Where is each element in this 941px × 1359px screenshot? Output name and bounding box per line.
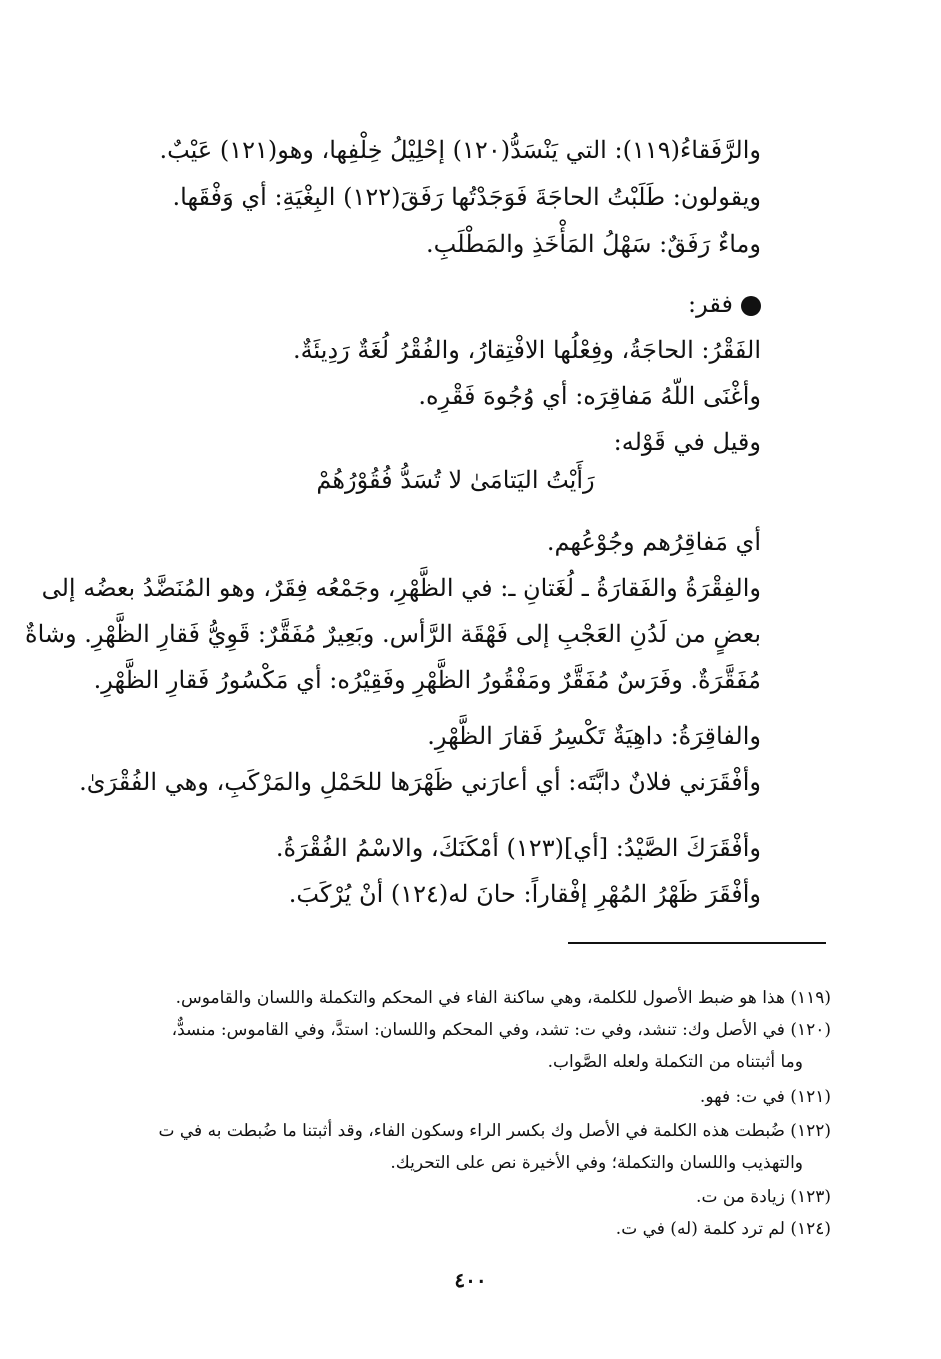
- footnote-123: (١٢٣) زيادة من ت.: [696, 1187, 831, 1207]
- footnote-124: (١٢٤) لم ترد كلمة (له) في ت.: [615, 1219, 831, 1239]
- footnote-separator: [568, 942, 826, 944]
- entry-line-yaqulun: ويقولون: طَلَبْتُ الحاجَةَ فَوَجَدْتُها رَفَقَ(١٢٢) البِغْيَةِ: أي وَفْقَها.: [172, 183, 761, 211]
- entry-line-faqr-def: الفَقْرُ: الحاجَةُ، وفِعْلُها الافْتِقارُ، والفُقْرُ لُغَةٌ رَدِيئَةٌ.: [293, 336, 761, 364]
- entry-line-mufaqqara: مُفَقَّرَةٌ. وفَرَسٌ مُفَقَّرٌ ومَفْقُورُ الظَّهْرِ وفَقِيْرُه: أي مَكْسُورُ فَقارِ الظَّهْرِ.: [93, 666, 761, 694]
- entry-line-afqara-zahr: وأفْقَرَ ظَهْرُ المُهْرِ إفْقاراً: حانَ له(١٢٤) أنْ يُرْكَبَ.: [288, 880, 761, 908]
- footnote-122: (١٢٢) ضُبطت هذه الكلمة في الأصل وك بكسر الراء وسكون الفاء، وقد أثبتنا ما ضُبطت به في ت: [158, 1121, 831, 1141]
- footnote-120: (١٢٠) في الأصل وك: تنشد، وفي ت: تشد، وفي المحكم واللسان: استدَّ، وفي القاموس: منسدٌّ،: [171, 1020, 831, 1040]
- entry-line-fiqra: والفِقْرَةُ والفَقارَةُ ـ لُغَتانِ ـ: في الظَّهْرِ، وجَمْعُه فِقَرٌ، وهو المُنَضَّدُ بعضُه إلى: [41, 574, 761, 602]
- entry-line-qila: وقيل في قَوْله:: [613, 428, 761, 456]
- entry-line-maa-rafaq: وماءٌ رَفَقٌ: سَهْلُ المَأْخَذِ والمَطْلَبِ.: [426, 230, 761, 258]
- entry-heading-faqr: [140, 282, 761, 326]
- entry-line-aghna: وأغْنَى اللّهُ مَفاقِرَه: أي وُجُوهَ فَقْرِه.: [418, 382, 761, 410]
- footnote-121: (١٢١) في ت: فهو.: [699, 1087, 831, 1107]
- entry-line-afqaraka: وأفْقَرَكَ الصَّيْدُ: [أي](١٢٣) أمْكَنَكَ، والاسْمُ الفُقْرَةُ.: [275, 834, 761, 862]
- entry-line-faqira: والفاقِرَةُ: داهِيَةٌ تَكْسِرُ فَقارَ الظَّهْرِ.: [427, 722, 761, 750]
- entry-line-rafaqa: والرَّفَقاءُ(١١٩): التي يَنْسَدُّ(١٢٠) إحْلِيْلُ خِلْفِها، وهو(١٢١) عَيْبٌ.: [159, 136, 761, 164]
- entry-line-bad: بعضٍ من لَدُنِ العَجْبِ إلى فَهْقَة الرَّأس. وبَعِيرٌ مُفَقَّرٌ: قَوِيُّ فَقارِ الظَّهْرِ. وشاةٌ: [25, 620, 761, 648]
- entry-line-afqarani: وأفْقَرَني فلانٌ دابَّتَه: أي أعارَني ظَهْرَها للحَمْلِ والمَرْكَبِ، وهي الفُقْرَىٰ.: [79, 768, 761, 796]
- footnote-120-continued: وما أثبتناه من التكملة ولعله الصَّواب.: [547, 1052, 803, 1072]
- bullet-icon: [741, 296, 761, 316]
- page-number: ٤٠٠: [454, 1268, 487, 1292]
- entry-line-mafaqir: أي مَفاقِرُهم وجُوْعُهم.: [546, 528, 761, 556]
- footnote-119: (١١٩) هذا هو ضبط الأصول للكلمة، وهي ساكنة الفاء في المحكم والتكملة واللسان والقاموس.: [175, 988, 831, 1008]
- footnote-122-continued: والتهذيب واللسان والتكملة؛ وفي الأخيرة نص على التحريك.: [390, 1153, 803, 1173]
- verse-line: رَأَيْتُ اليَتامَىٰ لا تُسَدُّ فُقُوْرُهُمْ: [316, 466, 595, 494]
- heading-label: فقر:: [688, 290, 733, 318]
